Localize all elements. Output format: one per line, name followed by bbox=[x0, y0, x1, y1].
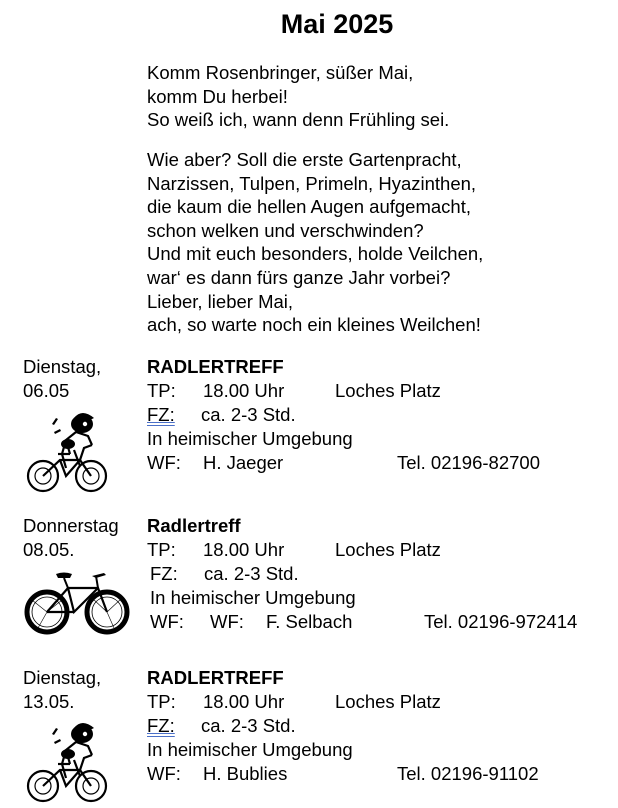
tp-time: 18.00 Uhr bbox=[203, 539, 285, 560]
event-date bbox=[23, 514, 119, 562]
meeting-point-row bbox=[147, 538, 441, 562]
wf-label: WF: bbox=[150, 611, 184, 632]
poem-stanza-2 bbox=[147, 148, 483, 337]
duration-row bbox=[147, 562, 356, 586]
tp-time: 18.00 Uhr bbox=[203, 691, 285, 712]
area-row: In heimischer Umgebung bbox=[147, 428, 353, 449]
poem-line: komm Du herbei! bbox=[147, 85, 288, 107]
page-title: Mai 2025 bbox=[280, 9, 394, 39]
area-row: In heimischer Umgebung bbox=[147, 739, 353, 760]
telephone: Tel. 02196-91102 bbox=[397, 763, 539, 784]
fz-value: ca. 2-3 Std. bbox=[204, 563, 299, 584]
tp-place: Loches Platz bbox=[335, 539, 441, 560]
tp-label: TP: bbox=[147, 691, 176, 712]
wf-name: H. Jaeger bbox=[203, 452, 284, 473]
cyclist-icon bbox=[24, 410, 112, 495]
telephone: Tel. 02196-972414 bbox=[424, 611, 578, 632]
poem-line: So weiß ich, wann denn Frühling sei. bbox=[147, 109, 450, 131]
wf-label-repeat: WF: bbox=[210, 611, 244, 632]
event-day: Dienstag, bbox=[23, 356, 102, 377]
event-name: RADLERTREFF bbox=[147, 356, 284, 377]
tp-place: Loches Platz bbox=[335, 691, 441, 712]
guide-row bbox=[147, 451, 540, 475]
wf-name: F. Selbach bbox=[266, 611, 353, 632]
poem-line: Narzissen, Tulpen, Primeln, Hyazinthen, bbox=[147, 172, 477, 194]
event-details bbox=[147, 666, 539, 786]
area-row: In heimischer Umgebung bbox=[150, 587, 356, 608]
cyclist-icon bbox=[24, 720, 112, 805]
fz-value: ca. 2-3 Std. bbox=[201, 404, 296, 425]
duration-row bbox=[147, 403, 353, 427]
event-day: Donnerstag bbox=[23, 515, 119, 536]
meeting-point-row bbox=[147, 690, 441, 714]
event-day: Dienstag, bbox=[23, 667, 102, 688]
meeting-point-row bbox=[147, 379, 441, 403]
event-details bbox=[147, 355, 540, 475]
poem-stanza-1 bbox=[147, 61, 449, 132]
event-date-value: 08.05. bbox=[23, 539, 75, 560]
fz-value: ca. 2-3 Std. bbox=[201, 715, 296, 736]
event-date-value: 06.05 bbox=[23, 380, 70, 401]
telephone: Tel. 02196-82700 bbox=[397, 452, 540, 473]
event-details bbox=[147, 514, 578, 634]
poem-line: die kaum die hellen Augen aufgemacht, bbox=[147, 196, 471, 218]
tp-time: 18.00 Uhr bbox=[203, 380, 285, 401]
fz-label: FZ: bbox=[147, 715, 175, 736]
event-name: RADLERTREFF bbox=[147, 667, 284, 688]
tp-label: TP: bbox=[147, 539, 176, 560]
poem-line: schon welken und verschwinden? bbox=[147, 219, 424, 241]
poem-line: Wie aber? Soll die erste Gartenpracht, bbox=[147, 149, 462, 170]
poem-line: Und mit euch besonders, holde Veilchen, bbox=[147, 243, 484, 265]
event-name: Radlertreff bbox=[147, 515, 241, 536]
wf-name: H. Bublies bbox=[203, 763, 288, 784]
guide-row bbox=[147, 610, 578, 634]
fz-label: FZ: bbox=[147, 404, 175, 425]
fz-label: FZ: bbox=[150, 563, 178, 584]
poem-line: ach, so warte noch ein kleines Weilchen! bbox=[147, 314, 481, 336]
event-date bbox=[23, 355, 101, 403]
tp-place: Loches Platz bbox=[335, 380, 441, 401]
poem-line: war‘ es dann fürs ganze Jahr vorbei? bbox=[147, 266, 451, 288]
poem-line: Komm Rosenbringer, süßer Mai, bbox=[147, 62, 414, 83]
duration-row bbox=[147, 714, 353, 738]
event-date-value: 13.05. bbox=[23, 691, 75, 712]
wf-label: WF: bbox=[147, 763, 181, 784]
event-date bbox=[23, 666, 101, 714]
wf-label: WF: bbox=[147, 452, 181, 473]
tp-label: TP: bbox=[147, 380, 176, 401]
poem-line: Lieber, lieber Mai, bbox=[147, 290, 294, 312]
bicycle-icon bbox=[24, 570, 130, 636]
guide-row bbox=[147, 762, 539, 786]
